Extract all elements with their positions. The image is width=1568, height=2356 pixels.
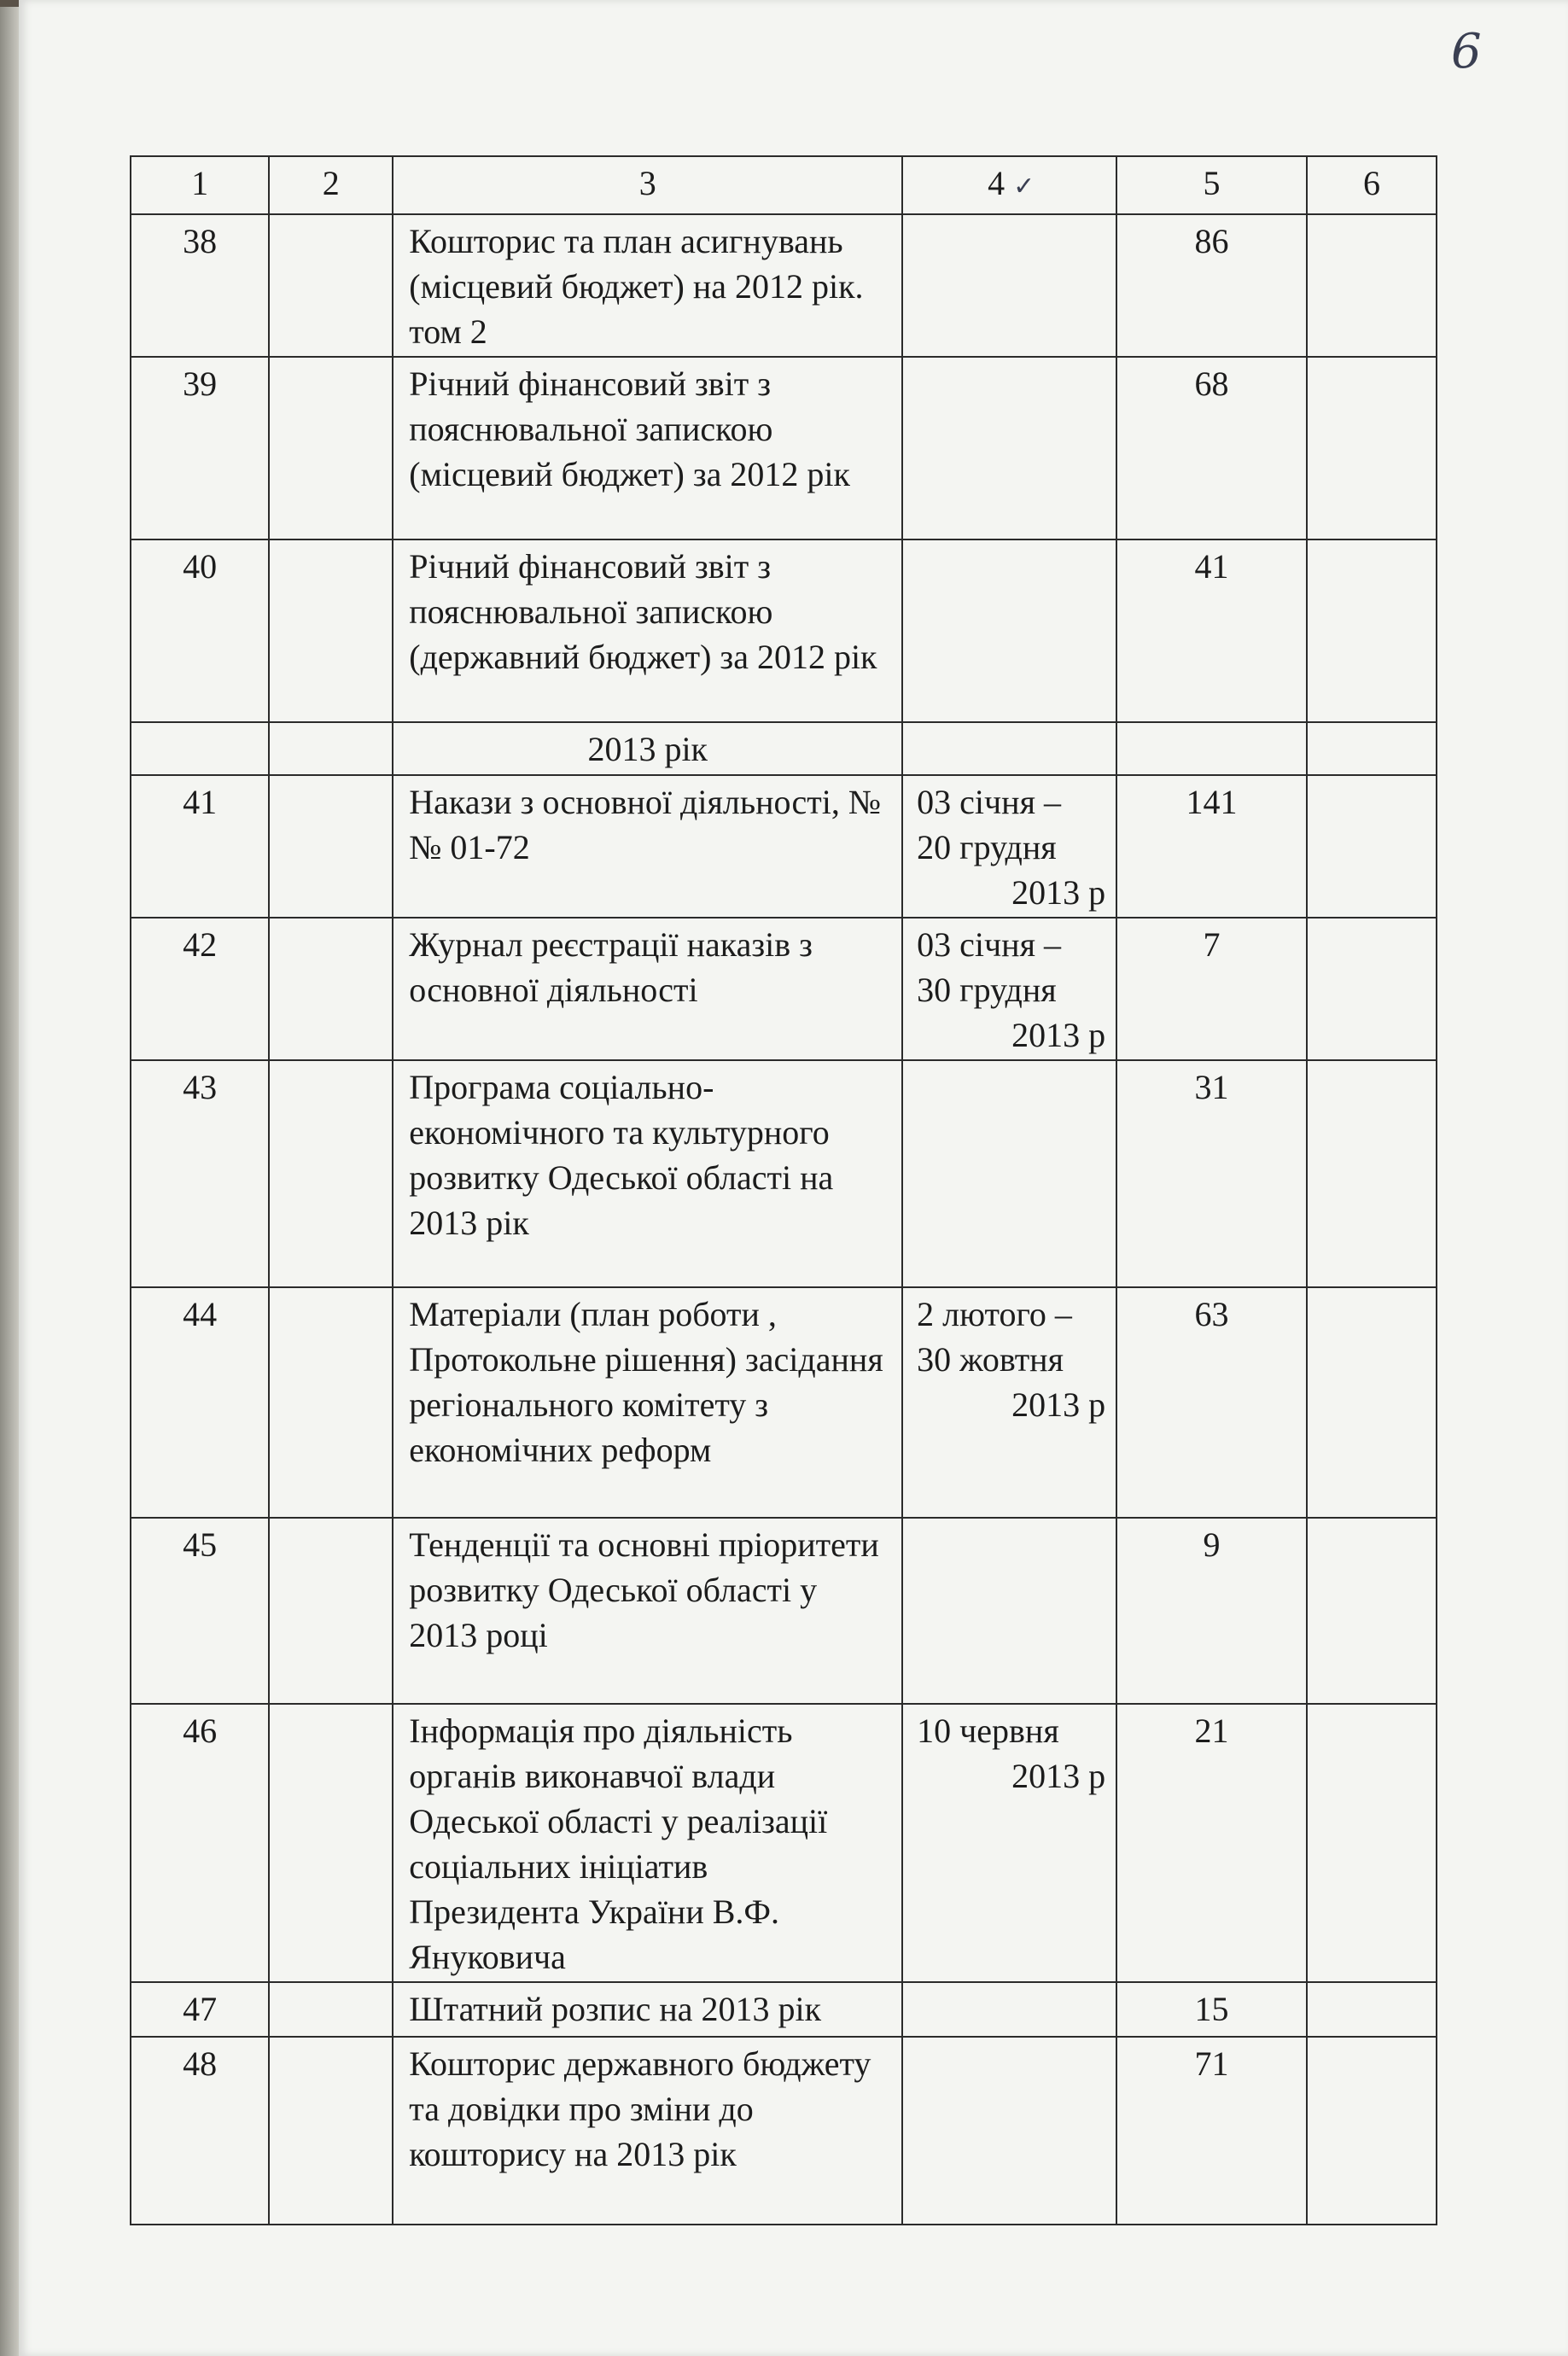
date-line: 20 грудня [917,828,1057,866]
case-title: Інформація про діяльність органів виконавчої влади Одеської області у реалізації соціальних ініціатив Президента України В.Ф. Януковича [393,1704,902,1982]
row-number: 45 [131,1518,269,1704]
page-left-edge [0,0,19,2356]
section-empty-cell [1116,722,1307,775]
index-cell [269,1518,393,1704]
note-cell [1307,214,1437,357]
row-number: 47 [131,1982,269,2037]
date-line: 2 лютого – [917,1295,1072,1333]
row-number: 39 [131,357,269,539]
case-title: Штатний розпис на 2013 рік [393,1982,902,2037]
date-range [902,2037,1116,2225]
header-col-2: 2 [269,156,393,214]
page-count: 63 [1116,1287,1307,1518]
row-number: 40 [131,539,269,722]
page-count: 86 [1116,214,1307,357]
date-range [902,918,1116,1060]
date-line: 2013 р [1011,873,1106,912]
case-title: Кошторис державного бюджету та довідки про зміни до кошторису на 2013 рік [393,2037,902,2225]
note-cell [1307,918,1437,1060]
note-cell [1307,357,1437,539]
section-empty-cell [269,722,393,775]
case-title: Річний фінансовий звіт з пояснювальної запискою (місцевий бюджет) за 2012 рік [393,357,902,539]
section-row [131,722,1437,775]
note-cell [1307,539,1437,722]
table-row [131,539,1437,722]
case-title: Кошторис та план асигнувань (місцевий бюджет) на 2012 рік. том 2 [393,214,902,357]
note-cell [1307,1518,1437,1704]
header-col-4: 4 ✓ [902,156,1116,214]
note-cell [1307,1982,1437,2037]
inventory-table [130,155,1437,2225]
date-line: 10 червня [917,1712,1059,1750]
header-col-6: 6 [1307,156,1437,214]
section-empty-cell [1307,722,1437,775]
header-col-5: 5 [1116,156,1307,214]
table-row [131,775,1437,918]
section-empty-cell [131,722,269,775]
page-count: 7 [1116,918,1307,1060]
date-line: 2013 р [1011,1757,1106,1795]
table-header-row [131,156,1437,214]
table-row [131,2037,1437,2225]
table-row [131,1060,1437,1287]
date-range [902,214,1116,357]
check-mark-icon: ✓ [1013,172,1035,201]
note-cell [1307,1060,1437,1287]
date-range [902,1060,1116,1287]
table-row [131,1982,1437,2037]
page-number: 6 [1451,24,1482,79]
date-line: 2013 р [1011,1385,1106,1424]
index-cell [269,1982,393,2037]
row-number: 42 [131,918,269,1060]
index-cell [269,214,393,357]
index-cell [269,1704,393,1982]
page-count: 21 [1116,1704,1307,1982]
table-row [131,1518,1437,1704]
table-row [131,918,1437,1060]
section-title: 2013 рік [393,722,902,775]
row-number: 48 [131,2037,269,2225]
page-count: 141 [1116,775,1307,918]
page-count: 41 [1116,539,1307,722]
page-count: 15 [1116,1982,1307,2037]
section-empty-cell [902,722,1116,775]
row-number: 44 [131,1287,269,1518]
date-line: 30 грудня [917,971,1057,1009]
note-cell [1307,2037,1437,2225]
date-range [902,357,1116,539]
note-cell [1307,1287,1437,1518]
table-row [131,1704,1437,1982]
date-line: 03 січня – [917,925,1061,964]
row-number: 43 [131,1060,269,1287]
case-title: Тенденції та основні пріоритети розвитку Одеської області у 2013 році [393,1518,902,1704]
index-cell [269,1287,393,1518]
table-row [131,214,1437,357]
date-range [902,1518,1116,1704]
row-number: 38 [131,214,269,357]
index-cell [269,775,393,918]
date-range [902,1704,1116,1982]
index-cell [269,2037,393,2225]
date-range [902,539,1116,722]
row-number: 41 [131,775,269,918]
page-count: 68 [1116,357,1307,539]
index-cell [269,539,393,722]
index-cell [269,1060,393,1287]
case-title: Матеріали (план роботи , Протокольне рішення) засідання регіонального комітету з економічних реформ [393,1287,902,1518]
header-col-1: 1 [131,156,269,214]
date-line: 03 січня – [917,783,1061,821]
table-row [131,357,1437,539]
date-range [902,1982,1116,2037]
date-range [902,775,1116,918]
page-count: 9 [1116,1518,1307,1704]
case-title: Журнал реєстрації наказів з основної діяльності [393,918,902,1060]
case-title: Річний фінансовий звіт з пояснювальної запискою (державний бюджет) за 2012 рік [393,539,902,722]
header-col-3: 3 [393,156,902,214]
case-title: Накази з основної діяльності, №№ 01-72 [393,775,902,918]
date-range [902,1287,1116,1518]
date-line: 30 жовтня [917,1340,1064,1379]
index-cell [269,357,393,539]
date-line: 2013 р [1011,1016,1106,1054]
page-count: 31 [1116,1060,1307,1287]
case-title: Програма соціально-економічного та культурного розвитку Одеської області на 2013 рік [393,1060,902,1287]
note-cell [1307,775,1437,918]
index-cell [269,918,393,1060]
table-row [131,1287,1437,1518]
page-count: 71 [1116,2037,1307,2225]
row-number: 46 [131,1704,269,1982]
note-cell [1307,1704,1437,1982]
